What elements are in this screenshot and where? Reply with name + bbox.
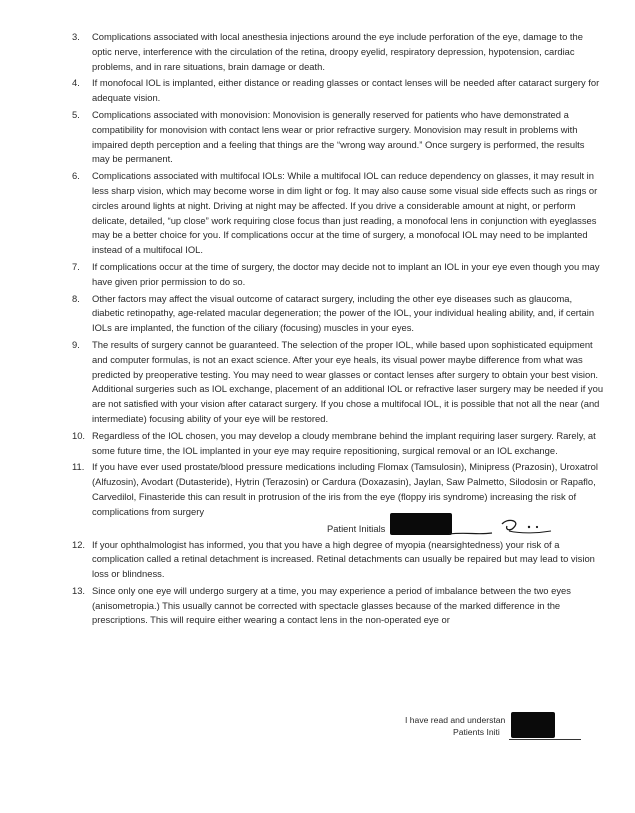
item-number: 11. xyxy=(72,461,85,473)
list-item xyxy=(72,108,604,167)
item-number: 9. xyxy=(72,338,80,350)
item-number: 3. xyxy=(72,31,80,42)
item-text: If complications occur at the time of surgery, the doctor may decide not to implant an IOL in your eye even though you may have given prior permission to do so. xyxy=(92,260,600,287)
item-number: 8. xyxy=(72,292,80,304)
redaction-block xyxy=(511,712,555,738)
item-number: 6. xyxy=(72,170,80,182)
list-item xyxy=(72,460,604,519)
item-text: If monofocal IOL is implanted, either distance or reading glasses or contact lenses will be needed after cataract surgery for adequate vision. xyxy=(92,77,600,104)
signature-line xyxy=(509,739,581,740)
list-item xyxy=(72,429,604,459)
item-number: 10. xyxy=(72,429,86,441)
list-item xyxy=(72,169,604,258)
list-item xyxy=(72,338,604,427)
item-number: 4. xyxy=(72,77,80,89)
list-item xyxy=(72,76,604,106)
item-text: Complications associated with multifocal IOLs: While a multifocal IOL can reduce dependency on glasses, it may result in less sharp vision, which may become worse in dim light or fog. It may also cause some visual side effects such as rings or circles around lights at night. Driving at night may be affected. If you drive a considerable amount at night, or perform delicate, detailed, “up close” work requiring close focus than just reading, a monofocal lens in conjunction with eyeglasses may be a better choice for you. If complications occur at the time of surgery, a monofocal IOL may need to be implanted instead of a multifocal IOL. xyxy=(92,170,598,256)
list-item xyxy=(72,30,604,74)
item-text: Since only one eye will undergo surgery at a time, you may experience a period of imbalance between the two eyes (anisometropia.) This usually cannot be corrected with spectacle glasses because of the marked difference in the prescriptions. This will require either wearing a contact lens in the non-operated eye or xyxy=(92,584,571,626)
list-item xyxy=(72,584,604,628)
signature-mark-icon xyxy=(447,516,557,538)
item-number: 7. xyxy=(72,260,80,272)
acknowledgement-text: I have read and understan xyxy=(405,715,506,725)
item-text: The results of surgery cannot be guaranteed. The selection of the proper IOL, while based upon sophisticated equipment and computer formulas, is not an exact science. After your eye heals, its visual power maybe difference from what was predicted by preoperative testing. You may need to wear glasses or contact lenses after surgery to obtain your best vision. Additional surgeries such as IOL exchange, placement of an additional IOL or refractive laser surgery may be needed if you are not satisfied with your vision after cataract surgery. If you chose a multifocal IOL, it is possible that not all the near (and intermediate) focusing ability of your eye will be restored. xyxy=(92,338,604,424)
item-text: Complications associated with local anesthesia injections around the eye include perforation of the eye, damage to the optic nerve, interference with the circulation of the retina, droopy eyelid, respiratory depression, hypotension, cardiac problems, and in rare situations, brain damage or death. xyxy=(92,31,583,72)
list-item xyxy=(72,260,604,290)
initials-row xyxy=(92,522,604,536)
item-text: If you have ever used prostate/blood pressure medications including Flomax (Tamsulosin), Minipress (Prazosin), Uroxatrol (Alfuzosin), Avodart (Dutasteride), Hytrin (Terazosin) or Cardura (Doxazasin), Jaylan, Saw Palmetto, Silodosin or Rapaflo, Carvedilol, Finasteride this can result in protrusion of the iris from the eye (floppy iris syndrome) increasing the risk of complications from surgery xyxy=(92,461,598,517)
item-number: 5. xyxy=(72,108,80,120)
item-text: Regardless of the IOL chosen, you may develop a cloudy membrane behind the implant requiring laser surgery. Rarely, at some future time, the IOL implanted in your eye may require repositioning, surgical removal or an IOL exchange. xyxy=(92,429,596,456)
patients-initials-label: Patients Initi xyxy=(453,727,500,737)
item-text: If your ophthalmologist has informed, you that you have a high degree of myopia (nearsightedness) your risk of a complication called a retinal detachment is increased. Retinal detachments can usually be repaired but may lead to vision loss or blindness. xyxy=(92,538,595,580)
item-number: 13. xyxy=(72,584,86,596)
list-item xyxy=(72,538,604,582)
item-number: 12. xyxy=(72,538,86,550)
item-text: Other factors may affect the visual outcome of cataract surgery, including the other eye diseases such as glaucoma, diabetic retinopathy, age-related macular degeneration; the power of the IOL, your individual healing ability, and, if certain IOLs are implanted, the function of the ciliary (focusing) muscles in your eyes. xyxy=(92,292,595,334)
item-text: Complications associated with monovision: Monovision is generally reserved for patients who have demonstrated a compatibility for monovision with contact lens wear or prior refractive surgery. Monovision may result in problems with impaired depth perception and a feeling that things are the “wrong way around.” Once surgery is performed, the results may be permanent. xyxy=(92,108,585,165)
patient-initials-label: Patient Initials xyxy=(327,522,386,534)
redaction-block xyxy=(390,513,452,535)
list-item xyxy=(72,292,604,336)
consent-item-list xyxy=(72,30,604,630)
